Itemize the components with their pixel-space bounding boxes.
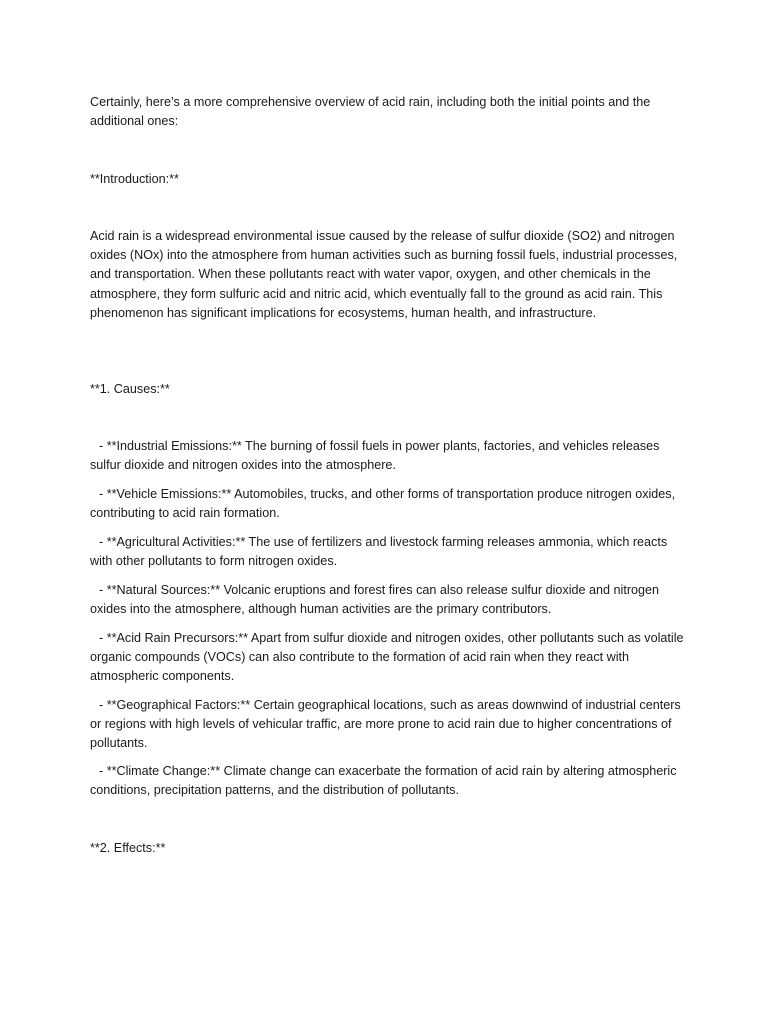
introduction-paragraph: Acid rain is a widespread environmental issue caused by the release of sulfur dioxide (SO2) and nitrogen oxides (NOx) into the atmosphere from human activities such as burning fossil fuels, industrial processes, and transportation. When these pollutants react with water vapor, oxygen, and other chemicals in the atmosphere, they form sulfuric acid and nitric acid, which eventually fall to the ground as acid rain. This phenomenon has significant implications for ecosystems, human health, and infrastructure.	[90, 229, 678, 320]
cause-item-industrial-emissions: - **Industrial Emissions:** The burning of fossil fuels in power plants, factories, and vehicles releases sulfur dioxide and nitrogen oxides into the atmosphere.	[90, 439, 660, 473]
introduction-heading: **Introduction:**	[90, 172, 179, 186]
effects-heading: **2. Effects:**	[90, 841, 166, 855]
cause-item-climate-change: - **Climate Change:** Climate change can exacerbate the formation of acid rain by altering atmospheric conditions, precipitation patterns, and the distribution of pollutants.	[90, 764, 677, 798]
cause-item-natural-sources: - **Natural Sources:** Volcanic eruptions and forest fires can also release sulfur dioxide and nitrogen oxides into the atmosphere, although human activities are the primary contributors.	[90, 583, 660, 617]
cause-item-agricultural-activities: - **Agricultural Activities:** The use of fertilizers and livestock farming releases ammonia, which reacts with other pollutants to form nitrogen oxides.	[90, 535, 668, 569]
cause-item-vehicle-emissions: - **Vehicle Emissions:** Automobiles, trucks, and other forms of transportation produce nitrogen oxides, contributing to acid rain formation.	[90, 487, 676, 521]
cause-item-acid-rain-precursors: - **Acid Rain Precursors:** Apart from sulfur dioxide and nitrogen oxides, other pollutants such as volatile organic compounds (VOCs) can also contribute to the formation of acid rain when they react with atmospheric components.	[90, 631, 684, 684]
causes-heading: **1. Causes:**	[90, 382, 170, 396]
intro-line: Certainly, here’s a more comprehensive overview of acid rain, including both the initial points and the additional ones:	[90, 95, 651, 129]
cause-item-geographical-factors: - **Geographical Factors:** Certain geographical locations, such as areas downwind of industrial centers or regions with high levels of vehicular traffic, are more prone to acid rain due to higher concentrations of pollutants.	[90, 698, 681, 751]
